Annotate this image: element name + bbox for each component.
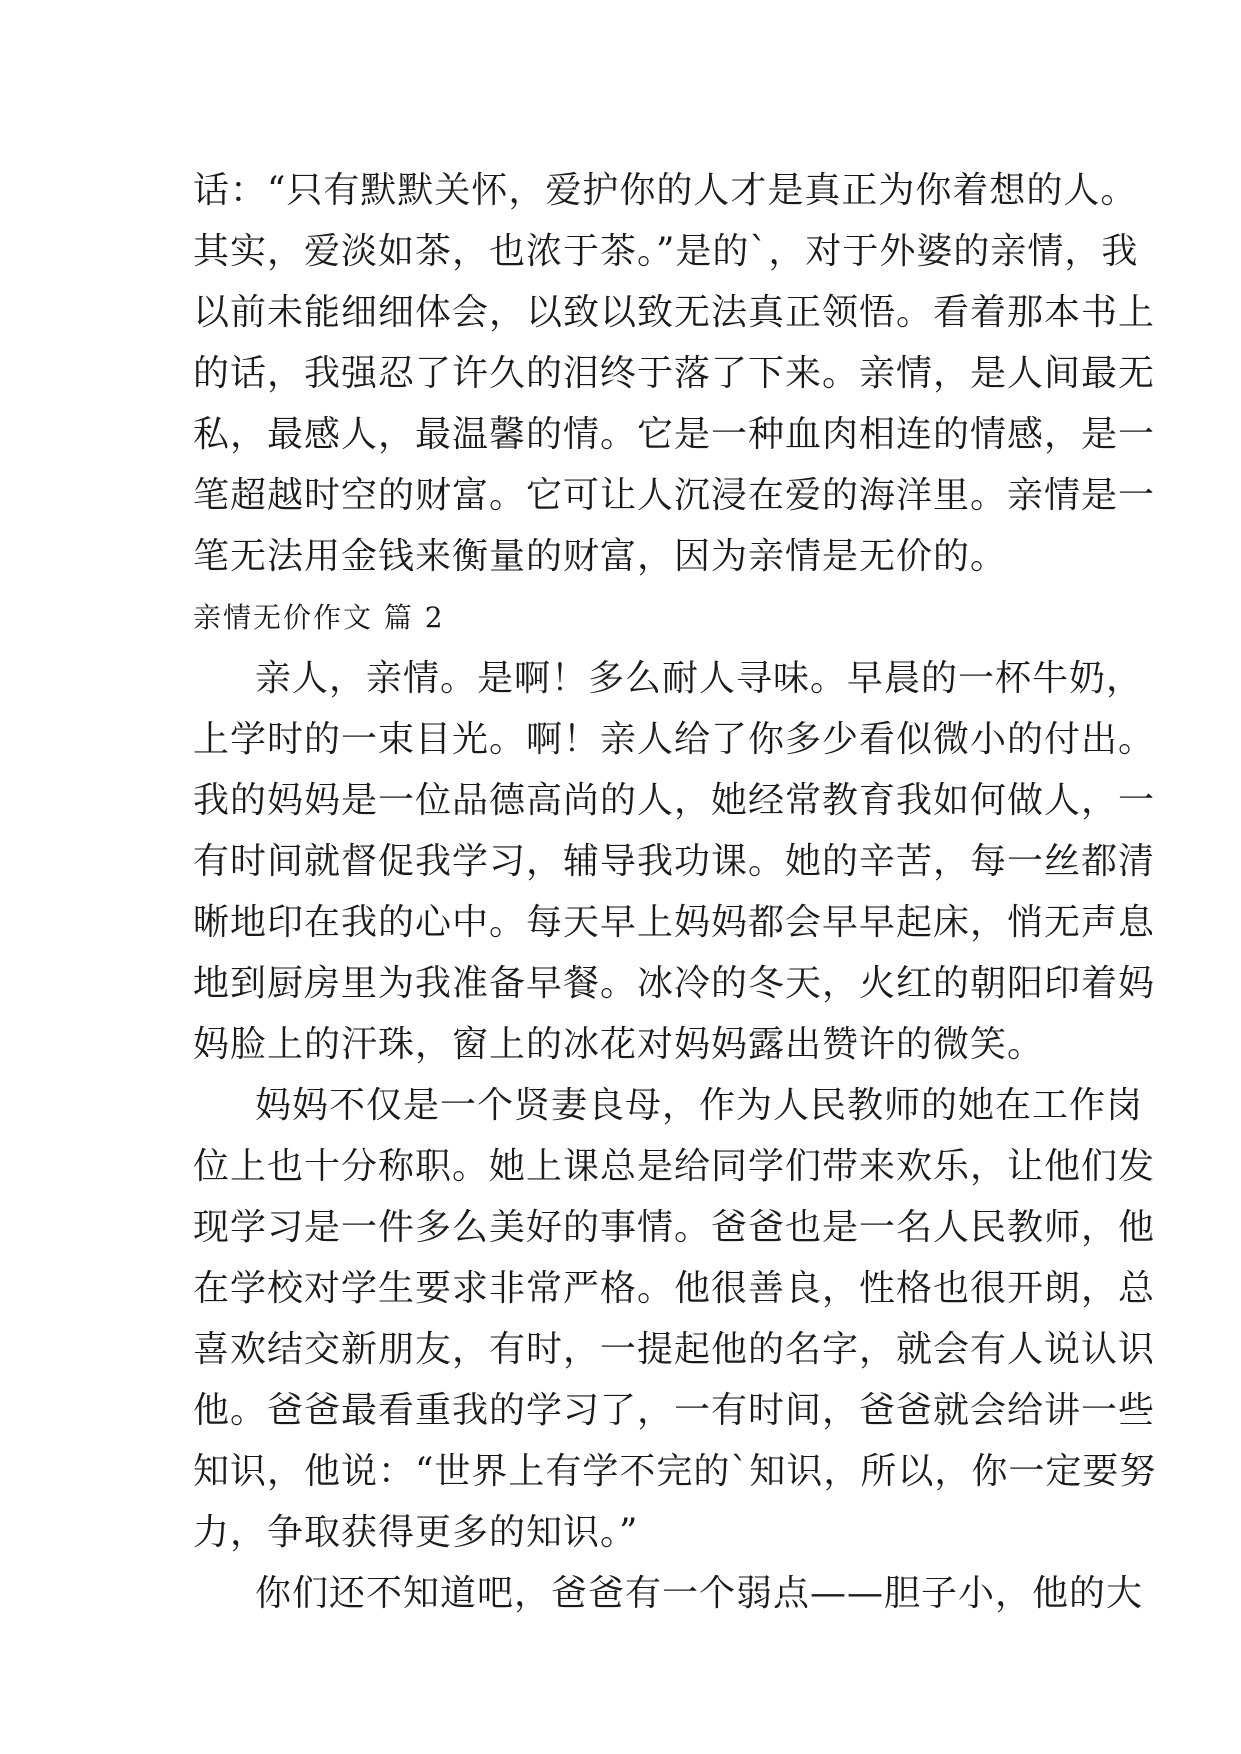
text-line: 现学习是一件多么美好的事情。爸爸也是一名人民教师，他: [193, 1207, 1156, 1248]
paragraph-1: [193, 160, 1156, 587]
section-heading: 亲情无价作文 篇 2: [193, 601, 445, 634]
text-line: 私，最感人，最温馨的情。它是一种血肉相连的情感，是一: [193, 414, 1156, 455]
paragraph-2: [193, 648, 1156, 1075]
text-line: 其实，爱淡如茶，也浓于茶。”是的`，对于外婆的亲情，我: [193, 231, 1139, 272]
text-line: 晰地印在我的心中。每天早上妈妈都会早早起床，悄无声息: [193, 902, 1156, 943]
text-line: 有时间就督促我学习，辅导我功课。她的辛苦，每一丝都清: [193, 841, 1156, 882]
text-line: 喜欢结交新朋友，有时，一提起他的名字，就会有人说认识: [193, 1329, 1156, 1370]
text-line: 力，争取获得更多的知识。”: [193, 1512, 639, 1553]
text-line: 亲人，亲情。是啊！多么耐人寻味。早晨的一杯牛奶，: [255, 658, 1144, 699]
text-line: 妈妈不仅是一个贤妻良母，作为人民教师的她在工作岗: [255, 1085, 1144, 1126]
text-line: 上学时的一束目光。啊！亲人给了你多少看似微小的付出。: [193, 719, 1156, 760]
text-line: 我的妈妈是一位品德高尚的人，她经常教育我如何做人，一: [193, 780, 1156, 821]
text-line: 知识，他说：“世界上有学不完的`知识，所以，你一定要努: [193, 1451, 1157, 1492]
paragraph-3: [193, 1075, 1157, 1563]
text-line: 的话，我强忍了许久的泪终于落了下来。亲情，是人间最无: [193, 353, 1156, 394]
document-body: [193, 160, 1157, 1624]
text-line: 话：“只有默默关怀，爱护你的人才是真正为你着想的人。: [193, 170, 1138, 211]
text-line: 他。爸爸最看重我的学习了，一有时间，爸爸就会给讲一些: [193, 1390, 1156, 1431]
text-line: 以前未能细细体会，以致以致无法真正领悟。看着那本书上: [193, 292, 1156, 333]
text-line: 笔无法用金钱来衡量的财富，因为亲情是无价的。: [193, 536, 1008, 577]
text-line: 位上也十分称职。她上课总是给同学们带来欢乐，让他们发: [193, 1146, 1156, 1187]
paragraph-4: [193, 1563, 1144, 1624]
text-line: 妈脸上的汗珠，窗上的冰花对妈妈露出赞许的微笑。: [193, 1024, 1045, 1065]
text-line: 地到厨房里为我准备早餐。冰冷的冬天，火红的朝阳印着妈: [193, 963, 1156, 1004]
text-line: 笔超越时空的财富。它可让人沉浸在爱的海洋里。亲情是一: [193, 475, 1156, 516]
text-line: 你们还不知道吧，爸爸有一个弱点——胆子小，他的大: [255, 1573, 1144, 1614]
text-line: 在学校对学生要求非常严格。他很善良，性格也很开朗，总: [193, 1268, 1156, 1309]
